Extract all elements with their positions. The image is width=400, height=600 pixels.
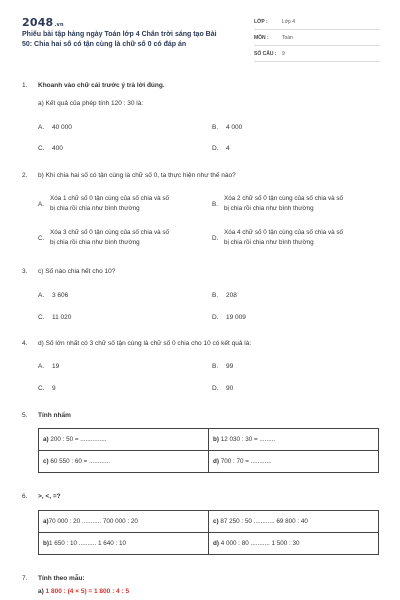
meta-row-subject [254,30,380,46]
cell-text: 700 : 70 = ............ [218,458,272,465]
question-text: c) Số nào chia hết cho 10? [38,268,116,275]
question-number: 2. [22,172,28,179]
option-letter: D. [212,234,219,242]
cell-label: a) [43,436,49,443]
site-logo[interactable] [22,16,64,29]
option-letter: D. [212,385,219,392]
option-text-line-2: bị chia rồi chia như bình thường [224,205,314,212]
option-d[interactable] [212,385,233,392]
table-cell[interactable] [209,429,379,451]
option-d[interactable] [212,145,230,152]
question-title: >, <, =? [38,493,61,500]
meta-value: 9 [282,50,285,57]
question-text: a) Kết quả của phép tính 120 : 30 là: [38,100,144,107]
table-cell[interactable] [209,533,379,555]
option-letter: D. [212,145,219,152]
option-a[interactable] [38,292,68,299]
option-letter: C. [38,145,45,152]
option-text-line-2: bị chia rồi chia như bình thường [50,239,140,246]
table-cell[interactable] [209,511,379,533]
option-text: 3 606 [52,292,69,299]
option-text-line-1: Xóa 3 chữ số 0 tận cùng của số chia và số [50,229,170,236]
cell-label: a) [43,518,49,525]
option-a[interactable] [38,363,59,370]
option-text: 90 [226,385,234,392]
option-letter: B. [212,200,218,208]
option-letter: C. [38,385,45,392]
option-text: 19 [52,363,60,370]
meta-row-count [254,46,380,62]
cell-label: b) [213,436,219,443]
option-text-line-1: Xóa 4 chữ số 0 tận cùng của số chia và số [224,229,344,236]
question-number: 5. [22,412,28,419]
title-line-1: Phiếu bài tập hàng ngày Toán lớp 4 Chân trời sáng tạo Bài [22,31,217,38]
option-b[interactable] [212,124,242,131]
option-d[interactable] [212,314,246,321]
option-a[interactable] [38,194,200,214]
option-text-line-1: Xóa 2 chữ số 0 tận cùng của số chia và số [224,195,344,202]
cell-label: d) [213,540,219,547]
option-letter: C. [38,234,45,242]
option-text: 208 [226,292,237,299]
option-letter: D. [212,314,219,321]
option-letter: B. [212,292,219,299]
question-title: Tính theo mẫu: [38,575,85,582]
option-c[interactable] [38,145,63,152]
cell-text: 200 : 50 = ............... [48,436,107,443]
question-number: 6. [22,493,28,500]
meta-value: Lớp 4 [282,18,296,25]
option-letter: A. [38,124,45,131]
example-expression: 1 800 : (4 × 5) = 1 800 : 4 : 5 [45,588,130,595]
option-text: 400 [52,145,63,152]
title-line-2: 50: Chia hai số có tận cùng là chữ số 0 có đáp án [22,40,187,48]
option-text-line-2: bị chia rồi chia như bình thường [50,205,140,212]
cell-label: c) [43,458,49,465]
option-text: 9 [52,385,56,392]
option-c[interactable] [38,314,71,321]
example-label: a) [38,588,44,595]
table-cell[interactable] [39,429,209,451]
option-a[interactable] [38,124,72,131]
option-text: 4 000 [226,124,243,131]
option-b[interactable] [212,292,237,299]
question-number: 3. [22,268,28,275]
example-line [38,588,129,595]
question-number: 1. [22,82,28,89]
question-text: b) Khi chia hai số có tận cùng là chữ số 0, ta thực hiện như thế nào? [38,172,236,179]
option-letter: B. [212,124,219,131]
option-c[interactable] [38,228,200,248]
question-number: 4. [22,340,28,347]
cell-text: 4 000 : 80 ........... 1 500 : 30 [218,540,300,547]
logo-suffix: .vn [54,22,64,28]
cell-label: b) [43,540,49,547]
option-c[interactable] [38,385,56,392]
meta-label: SỐ CÂU : [254,50,277,57]
option-text-line-2: bị chia rồi chia như bình thường [224,239,314,246]
calc-table [38,428,379,473]
meta-label: LỚP : [254,18,268,25]
question-title: Tính nhẩm [38,412,71,419]
option-letter: A. [38,292,45,299]
cell-label: c) [213,518,219,525]
meta-info [254,14,380,62]
cell-label: d) [213,458,219,465]
option-text: 40 000 [52,124,72,131]
option-text: 19 009 [226,314,246,321]
option-letter: A. [38,200,44,208]
meta-label: MÔN : [254,34,269,41]
option-letter: C. [38,314,45,321]
question-title: Khoanh vào chữ cái trước ý trả lời đúng. [38,82,165,89]
question-text: d) Số lớn nhất có 3 chữ số tận cùng là chữ số 0 chia cho 10 có kết quả là: [38,340,252,347]
question-number: 7. [22,575,28,582]
meta-row-class [254,14,380,30]
option-text: 99 [226,363,234,370]
option-letter: B. [212,363,219,370]
logo-text: 2048 [22,16,54,29]
option-b[interactable] [212,194,374,214]
option-text: 4 [226,145,230,152]
table-cell[interactable] [209,451,379,473]
table-cell[interactable] [39,511,209,533]
meta-value: Toán [282,34,293,41]
cell-text: 70 000 : 20 ........... 700 000 : 20 [48,518,138,525]
cell-text: 60 550 : 60 = ............ [48,458,111,465]
option-text: 11 020 [52,314,72,321]
cell-text: 12 030 : 30 = ......... [218,436,276,443]
option-text-line-1: Xóa 1 chữ số 0 tận cùng của số chia và số [50,195,170,202]
table-cell[interactable] [39,533,209,555]
compare-table [38,510,379,555]
document-title [22,30,242,49]
option-d[interactable] [212,228,374,248]
option-letter: A. [38,363,45,370]
table-cell[interactable] [39,451,209,473]
option-b[interactable] [212,363,233,370]
cell-text: 1 650 : 10 .......... 1 640 : 10 [48,540,126,547]
cell-text: 87 250 : 50 ............ 69 800 : 40 [218,518,308,525]
